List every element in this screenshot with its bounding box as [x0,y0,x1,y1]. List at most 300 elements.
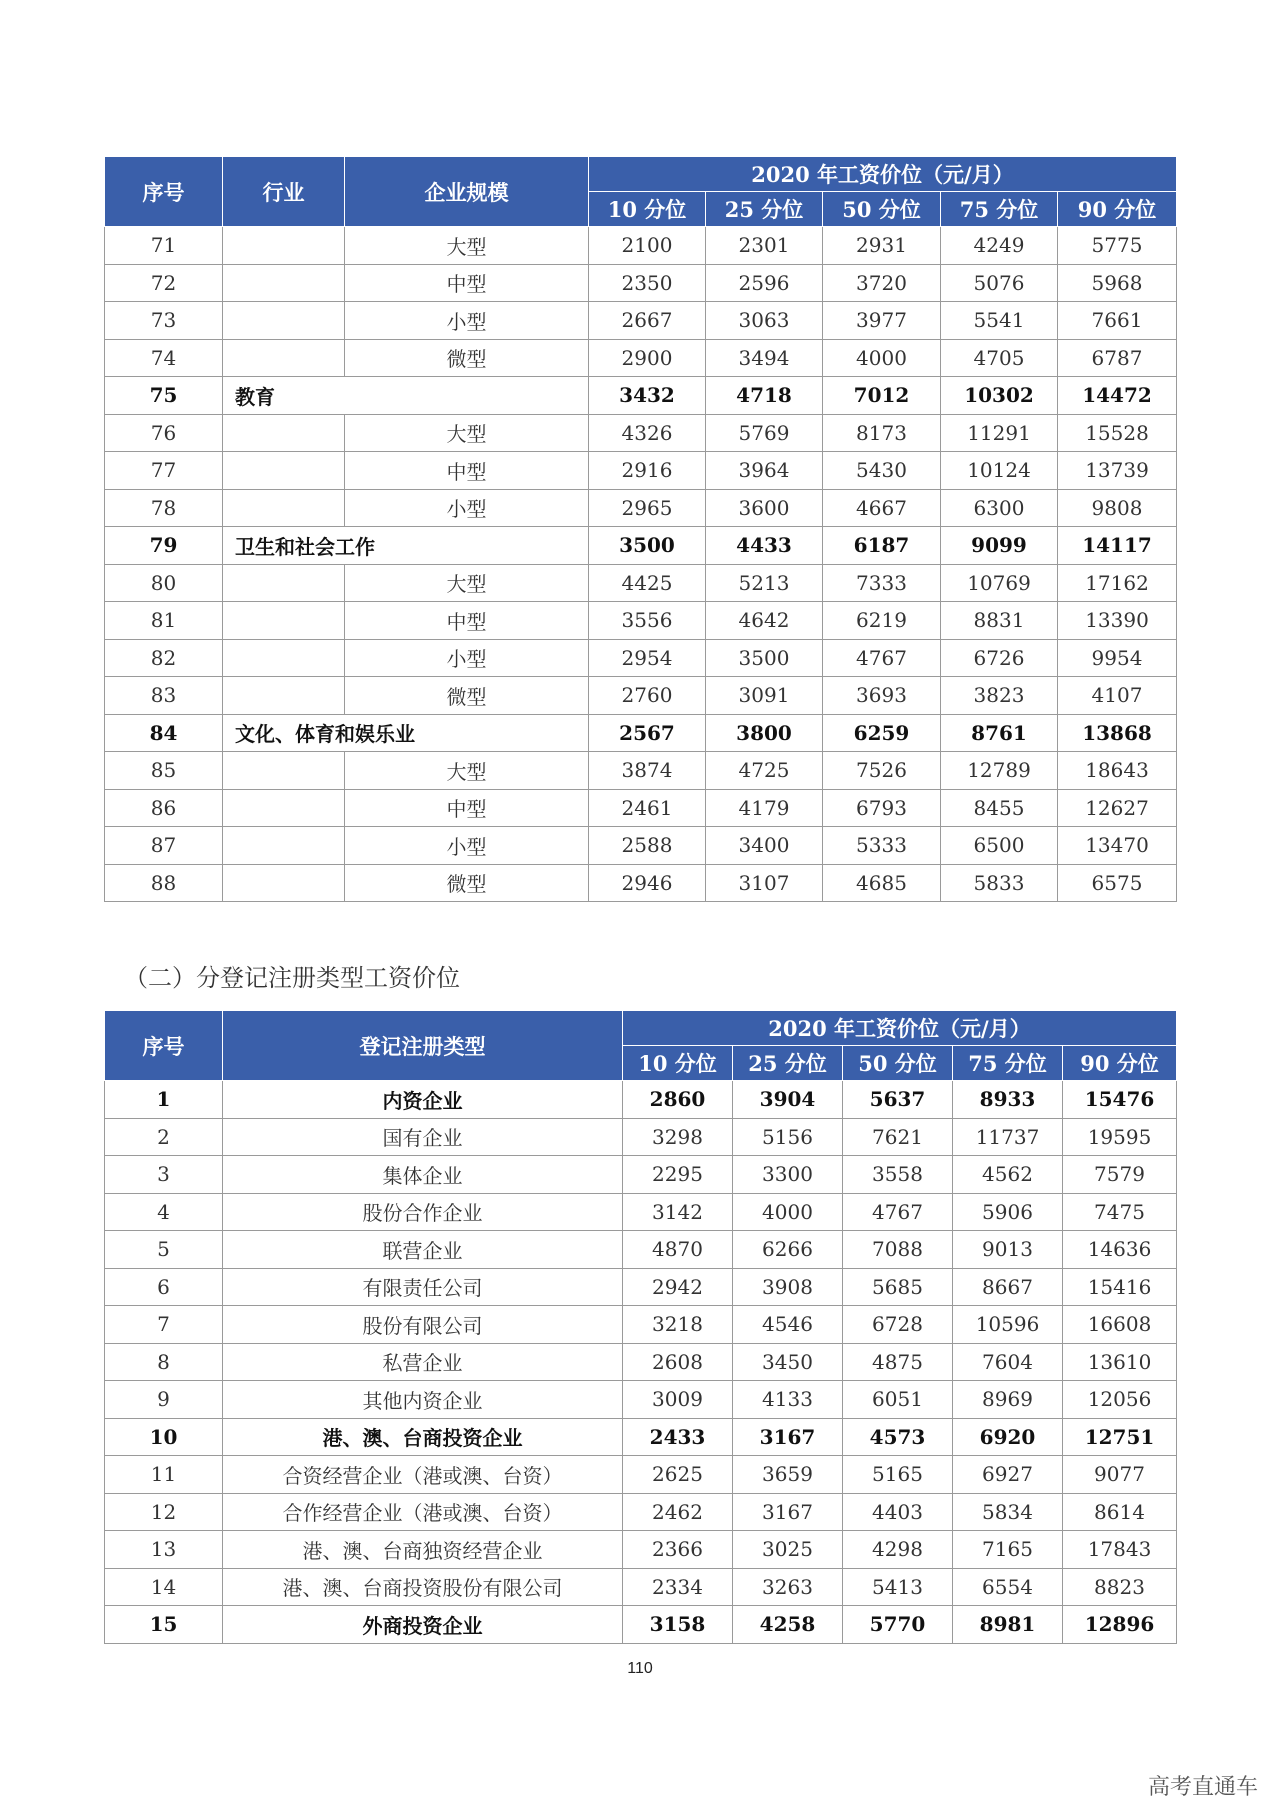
p10-cell: 2295 [623,1156,733,1194]
p90-cell: 4107 [1058,677,1177,715]
table-row [105,1493,1177,1531]
table-row [105,1418,1177,1456]
industry-cell: 卫生和社会工作 [223,527,589,565]
p90-cell: 15476 [1063,1081,1177,1119]
size-cell: 中型 [345,264,589,302]
header-registration-type: 登记注册类型 [223,1011,623,1081]
p10-cell: 2965 [589,489,706,527]
p10-cell: 2334 [623,1568,733,1606]
p75-cell: 10302 [941,377,1058,415]
table-row [105,377,1177,415]
p10-cell: 2625 [623,1456,733,1494]
p50-cell: 6051 [843,1381,953,1419]
size-cell: 中型 [345,789,589,827]
p75-cell: 8831 [941,602,1058,640]
size-cell: 大型 [345,414,589,452]
p75-cell: 4562 [953,1156,1063,1194]
table-row [105,1268,1177,1306]
p50-cell: 5430 [823,452,941,490]
p50-cell: 6728 [843,1306,953,1344]
p50-cell: 7526 [823,752,941,790]
seq-cell: 84 [105,714,223,752]
section-title: （二）分登记注册类型工资价位 [124,964,460,992]
p90-cell: 14472 [1058,377,1177,415]
registration-type-cell: 其他内资企业 [223,1381,623,1419]
p25-cell: 3063 [706,302,823,340]
p75-cell: 3823 [941,677,1058,715]
p10-cell: 2461 [589,789,706,827]
p50-cell: 2931 [823,227,941,265]
p50-cell: 4875 [843,1343,953,1381]
p10-cell: 2860 [623,1081,733,1119]
registration-type-cell: 港、澳、台商独资经营企业 [223,1531,623,1569]
industry-cell [223,264,345,302]
seq-cell: 15 [105,1606,223,1644]
header-p75: 75 分位 [941,192,1058,227]
p25-cell: 2301 [706,227,823,265]
seq-cell: 9 [105,1381,223,1419]
seq-cell: 87 [105,827,223,865]
seq-cell: 71 [105,227,223,265]
industry-table-body [105,227,1177,902]
p90-cell: 14636 [1063,1231,1177,1269]
p10-cell: 3142 [623,1193,733,1231]
industry-cell [223,227,345,265]
seq-cell: 14 [105,1568,223,1606]
registration-type-cell: 合作经营企业（港或澳、台资） [223,1493,623,1531]
table-row [105,1156,1177,1194]
p25-cell: 3659 [733,1456,843,1494]
industry-cell [223,452,345,490]
p75-cell: 9013 [953,1231,1063,1269]
industry-cell [223,339,345,377]
p25-cell: 3600 [706,489,823,527]
p10-cell: 4425 [589,564,706,602]
p50-cell: 5637 [843,1081,953,1119]
seq-cell: 76 [105,414,223,452]
p25-cell: 4258 [733,1606,843,1644]
size-cell: 中型 [345,602,589,640]
p90-cell: 15416 [1063,1268,1177,1306]
p25-cell: 3263 [733,1568,843,1606]
seq-cell: 1 [105,1081,223,1119]
table-row [105,752,1177,790]
p50-cell: 6219 [823,602,941,640]
p50-cell: 3720 [823,264,941,302]
p50-cell: 5413 [843,1568,953,1606]
p75-cell: 8761 [941,714,1058,752]
table-row [105,489,1177,527]
p75-cell: 10124 [941,452,1058,490]
p50-cell: 4667 [823,489,941,527]
p50-cell: 7621 [843,1118,953,1156]
size-cell: 小型 [345,302,589,340]
p50-cell: 3558 [843,1156,953,1194]
p75-cell: 5833 [941,864,1058,902]
table-row [105,1456,1177,1494]
table-row [105,1306,1177,1344]
p10-cell: 4326 [589,414,706,452]
p50-cell: 4298 [843,1531,953,1569]
p25-cell: 4642 [706,602,823,640]
table-row [105,789,1177,827]
p10-cell: 2954 [589,639,706,677]
industry-cell [223,414,345,452]
industry-cell [223,752,345,790]
table-row [105,677,1177,715]
p25-cell: 3494 [706,339,823,377]
size-cell: 小型 [345,489,589,527]
p25-cell: 4725 [706,752,823,790]
p25-cell: 6266 [733,1231,843,1269]
p25-cell: 4000 [733,1193,843,1231]
p50-cell: 7012 [823,377,941,415]
seq-cell: 12 [105,1493,223,1531]
header-p25: 25 分位 [706,192,823,227]
p90-cell: 5775 [1058,227,1177,265]
header-p50: 50 分位 [823,192,941,227]
header-p10: 10 分位 [589,192,706,227]
header-seq: 序号 [105,1011,223,1081]
table-row [105,564,1177,602]
p75-cell: 6554 [953,1568,1063,1606]
table-row [105,1231,1177,1269]
p50-cell: 4767 [843,1193,953,1231]
industry-cell: 文化、体育和娱乐业 [223,714,589,752]
p75-cell: 8933 [953,1081,1063,1119]
p10-cell: 3432 [589,377,706,415]
industry-cell [223,602,345,640]
seq-cell: 11 [105,1456,223,1494]
p75-cell: 4705 [941,339,1058,377]
seq-cell: 4 [105,1193,223,1231]
p90-cell: 12751 [1063,1418,1177,1456]
p90-cell: 14117 [1058,527,1177,565]
p25-cell: 4433 [706,527,823,565]
table-row [105,1081,1177,1119]
p90-cell: 13868 [1058,714,1177,752]
p50-cell: 7333 [823,564,941,602]
table-row [105,714,1177,752]
p90-cell: 6575 [1058,864,1177,902]
p50-cell: 4573 [843,1418,953,1456]
p90-cell: 12896 [1063,1606,1177,1644]
p90-cell: 18643 [1058,752,1177,790]
p50-cell: 3693 [823,677,941,715]
table-row [105,1381,1177,1419]
table-row [105,639,1177,677]
registration-type-cell: 集体企业 [223,1156,623,1194]
p50-cell: 4767 [823,639,941,677]
p75-cell: 8969 [953,1381,1063,1419]
size-cell: 大型 [345,227,589,265]
p10-cell: 2567 [589,714,706,752]
p75-cell: 10596 [953,1306,1063,1344]
seq-cell: 86 [105,789,223,827]
p90-cell: 9954 [1058,639,1177,677]
p25-cell: 3025 [733,1531,843,1569]
p25-cell: 3800 [706,714,823,752]
p50-cell: 6793 [823,789,941,827]
p90-cell: 15528 [1058,414,1177,452]
table-row [105,1193,1177,1231]
industry-cell [223,677,345,715]
size-cell: 微型 [345,864,589,902]
p25-cell: 3450 [733,1343,843,1381]
header-p90: 90 分位 [1063,1046,1177,1081]
p25-cell: 3300 [733,1156,843,1194]
p50-cell: 3977 [823,302,941,340]
page-number: 110 [627,1660,653,1677]
p90-cell: 17162 [1058,564,1177,602]
table-row [105,227,1177,265]
seq-cell: 7 [105,1306,223,1344]
seq-cell: 10 [105,1418,223,1456]
p10-cell: 3500 [589,527,706,565]
header-p75: 75 分位 [953,1046,1063,1081]
header-p10: 10 分位 [623,1046,733,1081]
p75-cell: 11737 [953,1118,1063,1156]
p10-cell: 4870 [623,1231,733,1269]
p10-cell: 2608 [623,1343,733,1381]
p25-cell: 4133 [733,1381,843,1419]
header-p50: 50 分位 [843,1046,953,1081]
p75-cell: 8455 [941,789,1058,827]
table-row [105,602,1177,640]
p90-cell: 12056 [1063,1381,1177,1419]
registration-type-cell: 港、澳、台商投资企业 [223,1418,623,1456]
p90-cell: 17843 [1063,1531,1177,1569]
registration-type-cell: 国有企业 [223,1118,623,1156]
p90-cell: 12627 [1058,789,1177,827]
p25-cell: 3091 [706,677,823,715]
registration-type-cell: 外商投资企业 [223,1606,623,1644]
p25-cell: 5213 [706,564,823,602]
seq-cell: 85 [105,752,223,790]
p25-cell: 3500 [706,639,823,677]
header-p25: 25 分位 [733,1046,843,1081]
size-cell: 小型 [345,827,589,865]
p10-cell: 2942 [623,1268,733,1306]
size-cell: 大型 [345,564,589,602]
industry-wage-table [104,156,1177,902]
p25-cell: 5156 [733,1118,843,1156]
p10-cell: 2433 [623,1418,733,1456]
p75-cell: 5541 [941,302,1058,340]
header-p90: 90 分位 [1058,192,1177,227]
p50-cell: 6259 [823,714,941,752]
p75-cell: 7165 [953,1531,1063,1569]
seq-cell: 77 [105,452,223,490]
registration-type-cell: 有限责任公司 [223,1268,623,1306]
p50-cell: 4403 [843,1493,953,1531]
p75-cell: 6920 [953,1418,1063,1456]
p10-cell: 3874 [589,752,706,790]
registration-type-cell: 私营企业 [223,1343,623,1381]
p25-cell: 4718 [706,377,823,415]
p90-cell: 7475 [1063,1193,1177,1231]
p10-cell: 2350 [589,264,706,302]
p75-cell: 4249 [941,227,1058,265]
p10-cell: 2100 [589,227,706,265]
p10-cell: 3218 [623,1306,733,1344]
seq-cell: 88 [105,864,223,902]
table-row [105,1118,1177,1156]
header-size: 企业规模 [345,157,589,227]
p50-cell: 5770 [843,1606,953,1644]
industry-cell: 教育 [223,377,589,415]
p90-cell: 13470 [1058,827,1177,865]
size-cell: 中型 [345,452,589,490]
seq-cell: 73 [105,302,223,340]
p75-cell: 9099 [941,527,1058,565]
table-row [105,827,1177,865]
p90-cell: 13390 [1058,602,1177,640]
p10-cell: 3556 [589,602,706,640]
industry-cell [223,864,345,902]
registration-type-cell: 内资企业 [223,1081,623,1119]
seq-cell: 3 [105,1156,223,1194]
table-row [105,452,1177,490]
header-wage-group: 2020 年工资价位（元/月） [623,1011,1177,1046]
watermark-text: 高考直通车 [1147,1775,1258,1800]
table-row [105,1606,1177,1644]
p25-cell: 2596 [706,264,823,302]
p10-cell: 2760 [589,677,706,715]
seq-cell: 79 [105,527,223,565]
table-row [105,1343,1177,1381]
p25-cell: 3908 [733,1268,843,1306]
registration-type-cell: 股份合作企业 [223,1193,623,1231]
p25-cell: 3400 [706,827,823,865]
p90-cell: 7579 [1063,1156,1177,1194]
table-row [105,264,1177,302]
table-row [105,864,1177,902]
industry-cell [223,302,345,340]
seq-cell: 78 [105,489,223,527]
size-cell: 小型 [345,639,589,677]
table-row [105,1568,1177,1606]
p90-cell: 9077 [1063,1456,1177,1494]
seq-cell: 6 [105,1268,223,1306]
p50-cell: 4000 [823,339,941,377]
table-row [105,414,1177,452]
table-row [105,302,1177,340]
p10-cell: 3009 [623,1381,733,1419]
table-row [105,527,1177,565]
p10-cell: 2462 [623,1493,733,1531]
industry-cell [223,564,345,602]
p10-cell: 3298 [623,1118,733,1156]
p25-cell: 3107 [706,864,823,902]
registration-type-cell: 合资经营企业（港或澳、台资） [223,1456,623,1494]
p75-cell: 6300 [941,489,1058,527]
p90-cell: 16608 [1063,1306,1177,1344]
p10-cell: 2900 [589,339,706,377]
table-row [105,1531,1177,1569]
seq-cell: 8 [105,1343,223,1381]
registration-type-cell: 港、澳、台商投资股份有限公司 [223,1568,623,1606]
p90-cell: 5968 [1058,264,1177,302]
p75-cell: 8667 [953,1268,1063,1306]
p25-cell: 3167 [733,1418,843,1456]
p90-cell: 9808 [1058,489,1177,527]
p25-cell: 4546 [733,1306,843,1344]
p90-cell: 13610 [1063,1343,1177,1381]
registration-table-body [105,1081,1177,1644]
p10-cell: 2946 [589,864,706,902]
p75-cell: 6500 [941,827,1058,865]
table-row [105,339,1177,377]
p25-cell: 4179 [706,789,823,827]
p75-cell: 5906 [953,1193,1063,1231]
p75-cell: 8981 [953,1606,1063,1644]
seq-cell: 72 [105,264,223,302]
p75-cell: 6726 [941,639,1058,677]
p10-cell: 2916 [589,452,706,490]
seq-cell: 83 [105,677,223,715]
p90-cell: 13739 [1058,452,1177,490]
p75-cell: 10769 [941,564,1058,602]
registration-type-cell: 联营企业 [223,1231,623,1269]
seq-cell: 74 [105,339,223,377]
p75-cell: 12789 [941,752,1058,790]
p50-cell: 8173 [823,414,941,452]
p90-cell: 19595 [1063,1118,1177,1156]
p10-cell: 2667 [589,302,706,340]
header-industry: 行业 [223,157,345,227]
industry-cell [223,789,345,827]
size-cell: 微型 [345,677,589,715]
seq-cell: 75 [105,377,223,415]
p25-cell: 3904 [733,1081,843,1119]
industry-cell [223,639,345,677]
header-wage-group: 2020 年工资价位（元/月） [589,157,1177,192]
size-cell: 大型 [345,752,589,790]
seq-cell: 81 [105,602,223,640]
p75-cell: 11291 [941,414,1058,452]
industry-cell [223,827,345,865]
seq-cell: 5 [105,1231,223,1269]
p75-cell: 5834 [953,1493,1063,1531]
p90-cell: 8823 [1063,1568,1177,1606]
registration-type-wage-table [104,1010,1177,1644]
p75-cell: 7604 [953,1343,1063,1381]
p90-cell: 8614 [1063,1493,1177,1531]
p50-cell: 5685 [843,1268,953,1306]
p25-cell: 3964 [706,452,823,490]
seq-cell: 2 [105,1118,223,1156]
p75-cell: 6927 [953,1456,1063,1494]
p50-cell: 6187 [823,527,941,565]
p75-cell: 5076 [941,264,1058,302]
p50-cell: 5333 [823,827,941,865]
p50-cell: 7088 [843,1231,953,1269]
p10-cell: 2588 [589,827,706,865]
p50-cell: 5165 [843,1456,953,1494]
seq-cell: 13 [105,1531,223,1569]
header-seq: 序号 [105,157,223,227]
seq-cell: 82 [105,639,223,677]
size-cell: 微型 [345,339,589,377]
p10-cell: 3158 [623,1606,733,1644]
seq-cell: 80 [105,564,223,602]
p50-cell: 4685 [823,864,941,902]
p90-cell: 7661 [1058,302,1177,340]
p90-cell: 6787 [1058,339,1177,377]
p10-cell: 2366 [623,1531,733,1569]
p25-cell: 3167 [733,1493,843,1531]
